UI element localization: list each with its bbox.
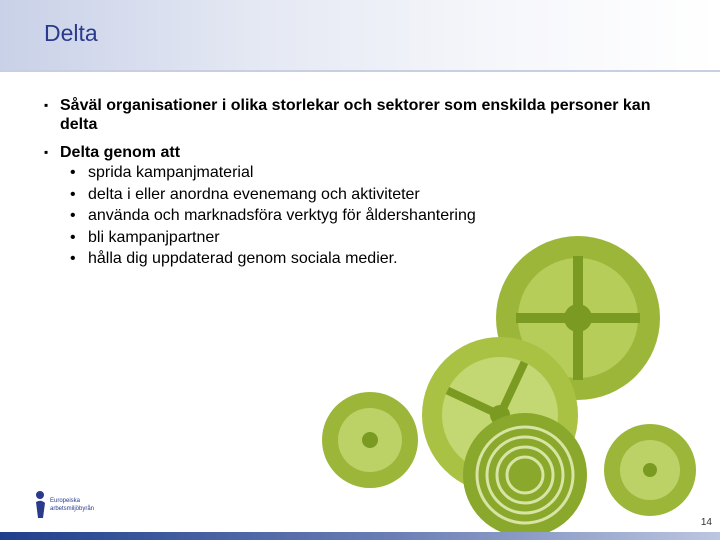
footer-bar [0, 532, 720, 540]
sub-bullet-item: • sprida kampanjmaterial [60, 162, 664, 184]
logo-line-2: arbetsmiljöbyrån [50, 506, 95, 512]
square-bullet-icon: ▪ [44, 145, 49, 159]
sub-bullet-item: • använda och marknadsföra verktyg för åldershantering [60, 205, 664, 227]
sub-bullet-item: • bli kampanjpartner [60, 227, 664, 249]
agency-logo [34, 490, 110, 524]
sub-bullet-list [60, 162, 664, 270]
gear-left [322, 392, 418, 488]
square-bullet-icon: ▪ [44, 98, 49, 112]
bullet-text: Såväl organisationer i olika storlekar och sektorer som enskilda personer kan delta [60, 97, 651, 133]
logo-figure-icon [34, 490, 48, 520]
gear-small-right [604, 424, 696, 516]
gear-spiral [463, 413, 587, 537]
bullet-text: Delta genom att [60, 144, 181, 161]
logo-line-1: Europeiska [50, 498, 81, 504]
page-number: 14 [700, 517, 712, 528]
slide-title: Delta [44, 20, 98, 46]
slide-body [44, 96, 664, 279]
sub-bullet-item: • delta i eller anordna evenemang och aktiviteter [60, 184, 664, 206]
bullet-item-1 [44, 96, 664, 134]
sub-bullet-item: • hålla dig uppdaterad genom sociala medier. [60, 248, 664, 270]
bullet-item-2 [44, 143, 664, 270]
